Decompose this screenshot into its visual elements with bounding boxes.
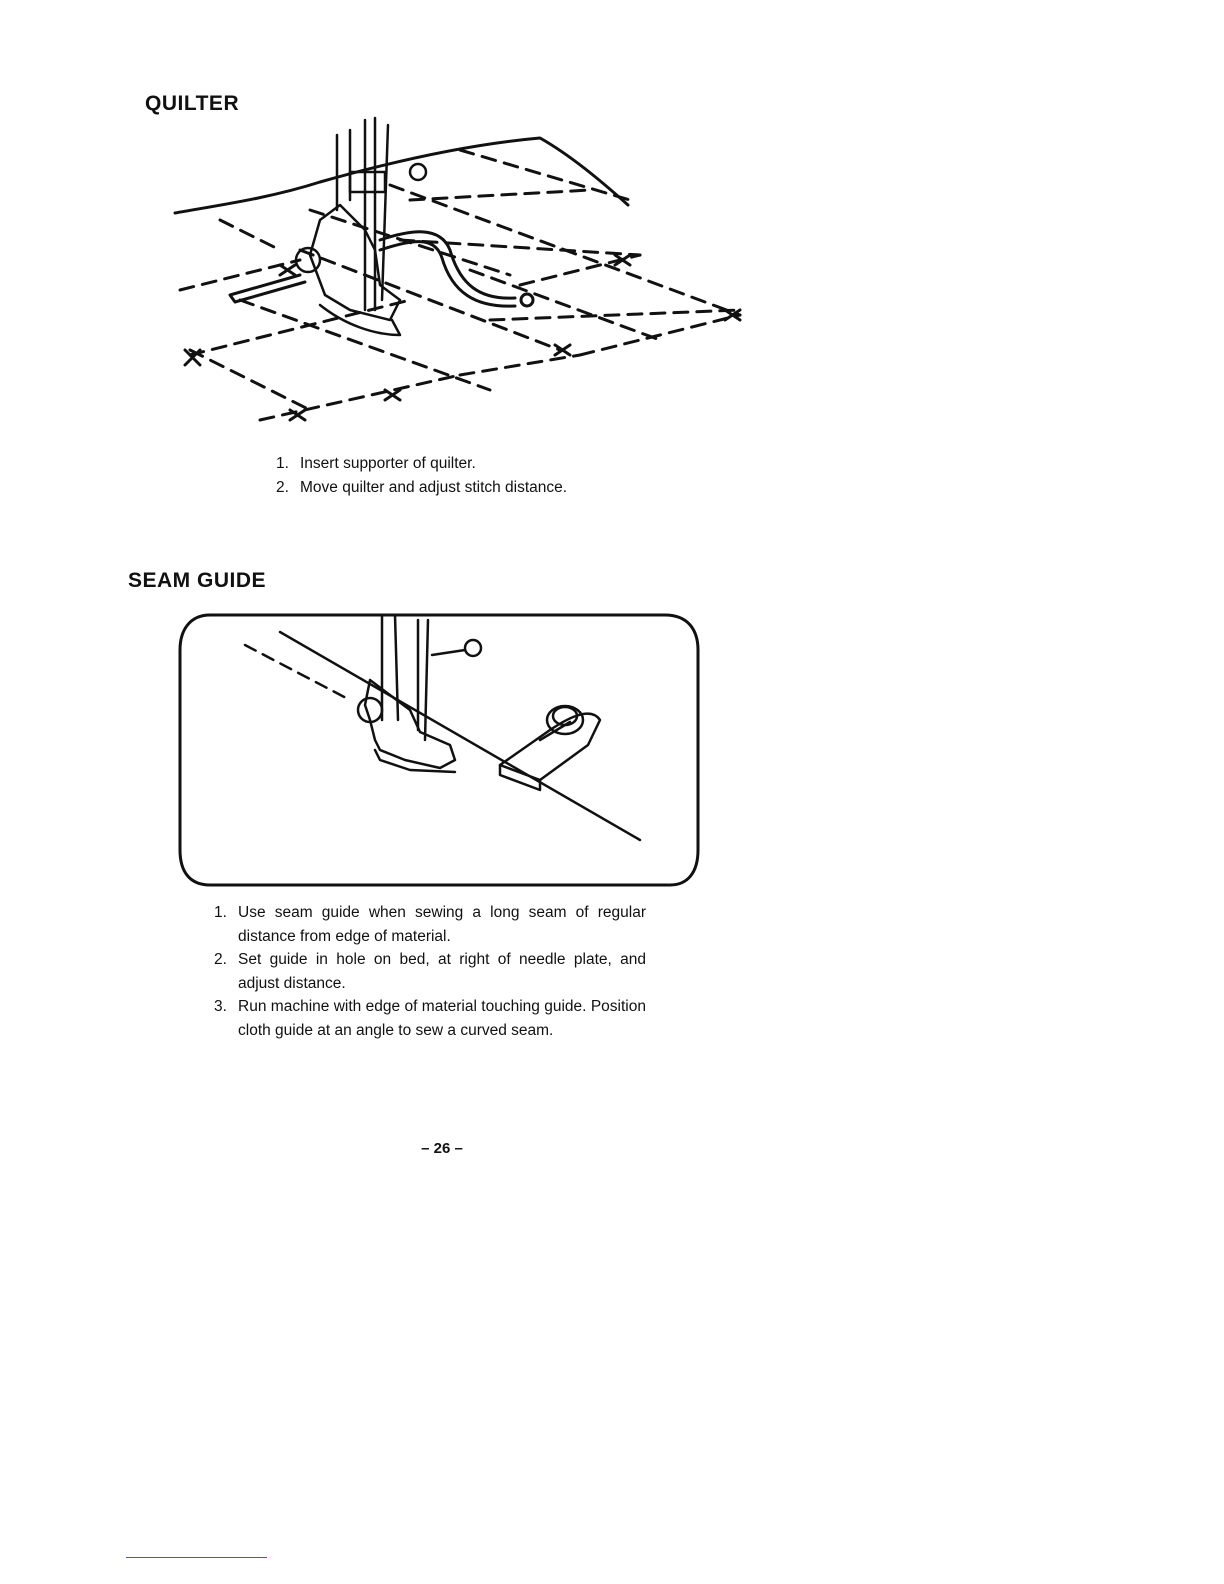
quilter-instructions (276, 452, 656, 499)
seam-step-1 (214, 901, 646, 948)
step-number: 1. (276, 455, 289, 472)
quilter-step-1 (276, 452, 656, 476)
seam-guide-illustration (170, 610, 705, 895)
step-text: Insert supporter of quilter. (300, 455, 476, 472)
page-number: – 26 – (421, 1140, 463, 1157)
step-number: 2. (276, 478, 289, 496)
step-text: Set guide in hole on bed, at right of needle plate, and adjust distance. (238, 951, 646, 992)
seam-guide-plate (500, 706, 600, 790)
quilter-illustration (160, 110, 760, 435)
seam-step-2 (214, 948, 646, 995)
step-number: 2. (214, 951, 227, 968)
step-text: Move quilter and adjust stitch distance. (300, 478, 568, 496)
step-number: 1. (214, 904, 227, 921)
step-text: Use seam guide when sewing a long seam of regular distance from edge of material. (238, 904, 646, 945)
fabric-edge-line (280, 632, 640, 840)
seam-dashed-line (245, 645, 350, 700)
step-text: Run machine with edge of material touching guide. Position cloth guide at an angle to sew a curved seam. (238, 998, 646, 1039)
needle-assembly (382, 615, 481, 740)
quilter-heading: QUILTER (145, 92, 240, 115)
step-number: 3. (214, 998, 227, 1015)
footer-rule (126, 1557, 267, 1558)
seam-step-3 (214, 995, 646, 1042)
quilter-step-2 (276, 476, 656, 500)
seam-guide-heading: SEAM GUIDE (128, 569, 267, 592)
seam-guide-instructions (214, 901, 646, 1042)
illustration-frame (180, 615, 698, 885)
fabric-edge (175, 138, 628, 213)
presser-foot (296, 118, 426, 335)
